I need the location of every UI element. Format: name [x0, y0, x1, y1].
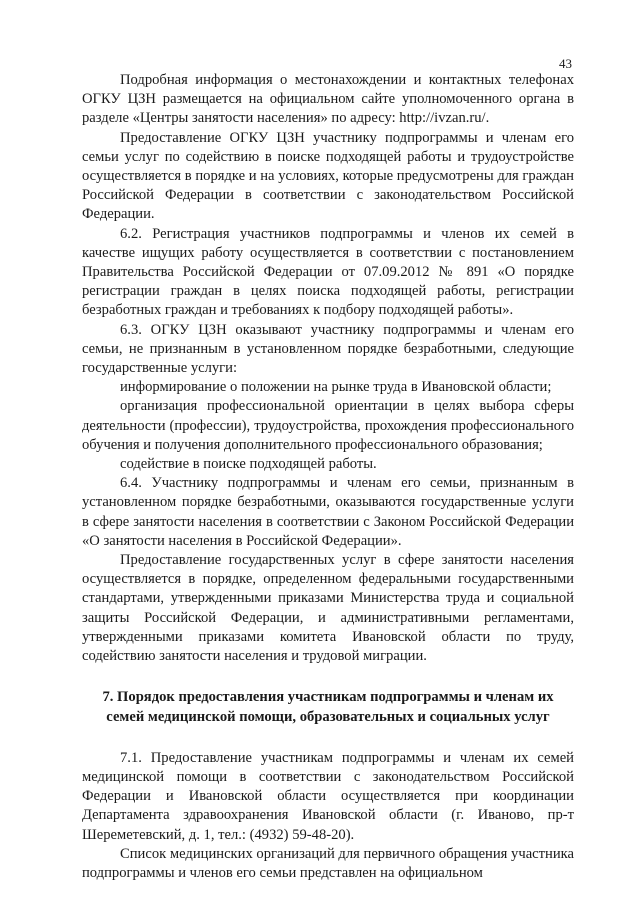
paragraph: 7.1. Предоставление участникам подпрограммы и членам их семей медицинской помощи в соответствии с законодательством Российской Федерации и Ивановской области осуществляется при координации Департамента здравоохранения Ивановской области (г. Иваново, пр-т Шереметевский, д. 1, тел.: (4932) 59-48-20). — [82, 749, 574, 843]
section-heading: 7. Порядок предоставления участникам подпрограммы и членам их семей медицинской помощи, образовательных и социальных услуг — [102, 689, 554, 725]
list-item: информирование о положении на рынке труда в Ивановской области; — [120, 379, 552, 396]
paragraph: 6.3. ОГКУ ЦЗН оказывают участнику подпрограммы и членам его семьи, не признанным в установленном порядке безработными, следующие государственные услуги: — [82, 321, 574, 377]
paragraph: Подробная информация о местонахождении и контактных телефонах ОГКУ ЦЗН размещается на официальном сайте уполномоченного органа в разделе «Центры занятости населения» по адресу: http://ivzan.ru/. — [82, 72, 574, 127]
paragraph: Предоставление государственных услуг в сфере занятости населения осуществляется в порядке, определенном федеральными государственными стандартами, утвержденными приказами Министерства труда и социальной защиты Российской Федерации, и административными регламентами, утвержденными приказами комитета Ивановской области по труду, содействию занятости населения и трудовой миграции. — [82, 552, 574, 665]
list-item: организация профессиональной ориентации в целях выбора сферы деятельности (профессии), трудоустройства, прохождения профессионального обучения и получения дополнительного профессионального образования; — [82, 398, 574, 453]
paragraph: 6.2. Регистрация участников подпрограммы и членов их семей в качестве ищущих работу осуществляется в соответствии с постановлением Правительства Российской Федерации от 07.09.2012 № 891 «О порядке регистрации граждан в целях поиска подходящей работы, регистрации безработных граждан и требованиях к подбору подходящей работы». — [82, 225, 574, 319]
paragraph: Предоставление ОГКУ ЦЗН участнику подпрограммы и членам его семьи услуг по содействию в поиске подходящей работы и трудоустройстве осуществляется в порядке и на условиях, которые предусмотрены для граждан Российской Федерации в соответствии с законодательством Российской Федерации. — [82, 129, 574, 223]
paragraph: Список медицинских организаций для первичного обращения участника подпрограммы и членов его семьи представлен на официальном — [82, 845, 574, 881]
page-number: 43 — [559, 56, 572, 71]
document-body — [82, 71, 574, 883]
paragraph: 6.4. Участнику подпрограммы и членам его семьи, признанным в установленном порядке безработными, оказываются государственные услуги в сфере занятости населения в соответствии с Законом Российской Федерации «О занятости населения в Российской Федерации». — [82, 475, 574, 549]
list-item: содействие в поиске подходящей работы. — [120, 456, 377, 473]
